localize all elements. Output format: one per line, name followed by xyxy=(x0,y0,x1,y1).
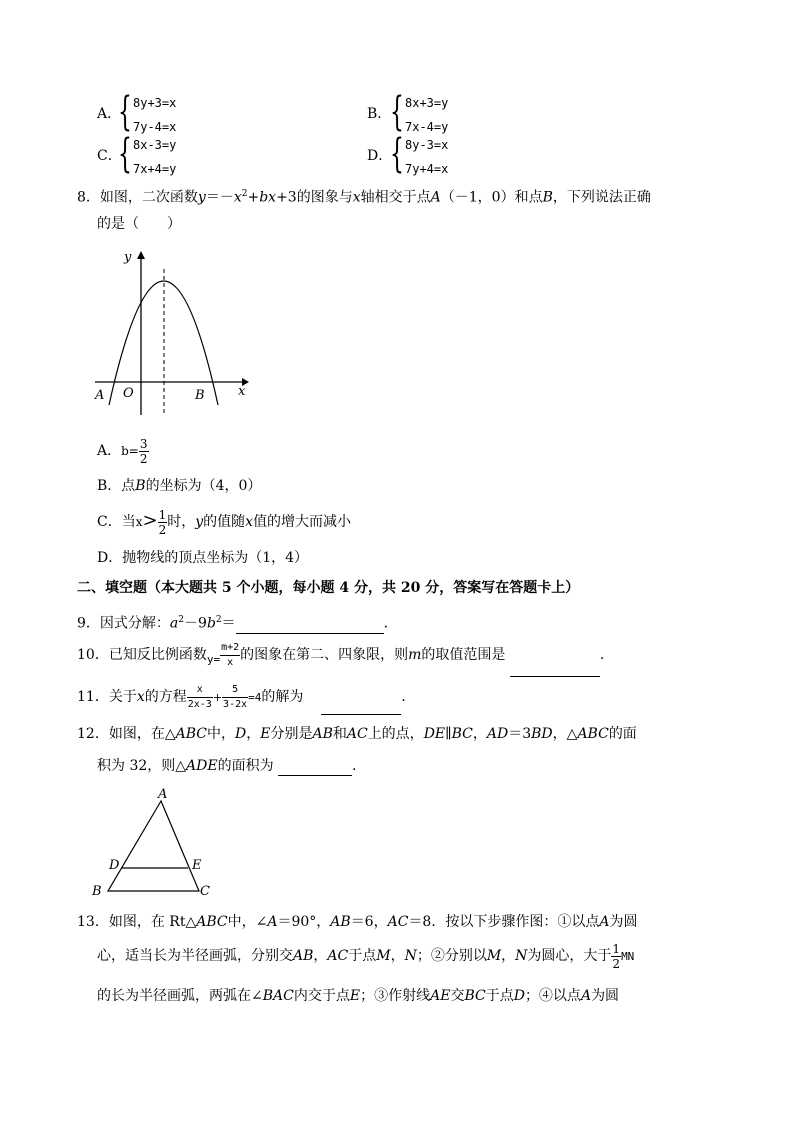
graph-point-b: B xyxy=(195,388,205,403)
q8-option-a: A．b= $\frac{3}{2}$ xyxy=(97,436,148,466)
q8-option-d: D．抛物线的顶点坐标为（1，4） xyxy=(97,550,309,566)
section-2-title: 二、填空题（本大题共 5 个小题，每小题 4 分，共 20 分，答案写在答题卡上） xyxy=(77,580,580,596)
q7-a-eq2: 7y-4=x xyxy=(133,120,177,134)
q7-option-c-label: C． xyxy=(97,148,122,164)
q11-answer-blank[interactable] xyxy=(321,698,401,715)
q7-b-eq2: 7x-4=y xyxy=(405,120,449,134)
q7-option-a-label: A． xyxy=(97,106,122,122)
q7-b-eq1: 8x+3=y xyxy=(405,96,449,110)
q7-option-b-label: B． xyxy=(367,106,392,122)
q9-answer-blank[interactable] xyxy=(236,617,384,634)
q13-line1: 13．如图，在 Rt△ABC中，∠A＝90°，AB＝6，AC＝8．按以下步骤作图：①以点A为圆 xyxy=(77,914,638,930)
q7-c-eq1: 8x-3=y xyxy=(133,138,177,152)
q12-triangle-figure xyxy=(88,784,218,900)
y-axis-arrow-icon xyxy=(137,251,145,259)
q12-answer-blank[interactable] xyxy=(278,759,352,776)
q7-b-brace: { xyxy=(390,89,404,135)
q7-option-d-label: D． xyxy=(367,148,393,164)
q10: 10．已知反比例函数$_{y=}$ $\frac{m+2}{x}$ 的图象在第二、四象限，则m的取值范围是 . xyxy=(77,638,604,677)
q8-line1: 8．如图，二次函数$y=-x^2+bx+3$的图象与x轴相交于点A（－1，0）和点B，下列说法正确 xyxy=(77,189,651,206)
q12-line1: 12．如图，在△ABC中，D，E分别是AB和AC上的点，DE∥BC，AD＝3BD，△ABC的面 xyxy=(77,726,637,742)
q11: 11．关于x的方程 $\frac{x}{2x-3}$ + $\frac{5}{3-2x}$ =4的解为 . xyxy=(77,680,406,715)
q8-parabola-figure xyxy=(90,245,260,420)
tri-label-d: D xyxy=(109,858,120,873)
graph-x-label: x xyxy=(238,384,246,399)
tri-label-a: A xyxy=(158,787,168,802)
graph-y-label: y xyxy=(124,250,132,265)
q10-answer-blank[interactable] xyxy=(510,660,600,677)
q7-d-brace: { xyxy=(390,131,404,177)
q7-d-eq2: 7y+4=x xyxy=(405,162,449,176)
q9: 9．因式分解：$a^2-9b^2=$ . xyxy=(77,615,389,632)
q7-a-brace: { xyxy=(118,89,132,135)
q13-line3: 的长为半径画弧，两弧在∠BAC内交于点E；③作射线AE交BC于点D；④以点A为圆 xyxy=(97,988,620,1004)
q8-option-c: C．当x> $\frac{1}{2}$ 时，y的值随x值的增大而减小 xyxy=(97,507,352,537)
q8-option-b: B．点B的坐标为（4，0） xyxy=(97,478,262,494)
tri-label-c: C xyxy=(200,884,210,899)
graph-origin: O xyxy=(123,386,134,401)
graph-point-a: A xyxy=(95,388,105,403)
q7-c-brace: { xyxy=(118,131,132,177)
tri-label-e: E xyxy=(192,858,202,873)
tri-label-b: B xyxy=(92,884,102,899)
q7-d-eq1: 8y-3=x xyxy=(405,138,449,152)
q7-a-eq1: 8y+3=x xyxy=(133,96,177,110)
q13-line2: 心，适当长为半径画弧，分别交AB，AC于点M，N；②分别以M，N为圆心，大于 $\frac{1}{2}$ MN xyxy=(97,941,635,971)
q8-line2: 的是（ ） xyxy=(97,216,181,232)
triangle-abc xyxy=(108,801,199,891)
q12-line2: 积为 32，则△ADE的面积为 . xyxy=(97,758,357,774)
q7-c-eq2: 7x+4=y xyxy=(133,162,177,176)
